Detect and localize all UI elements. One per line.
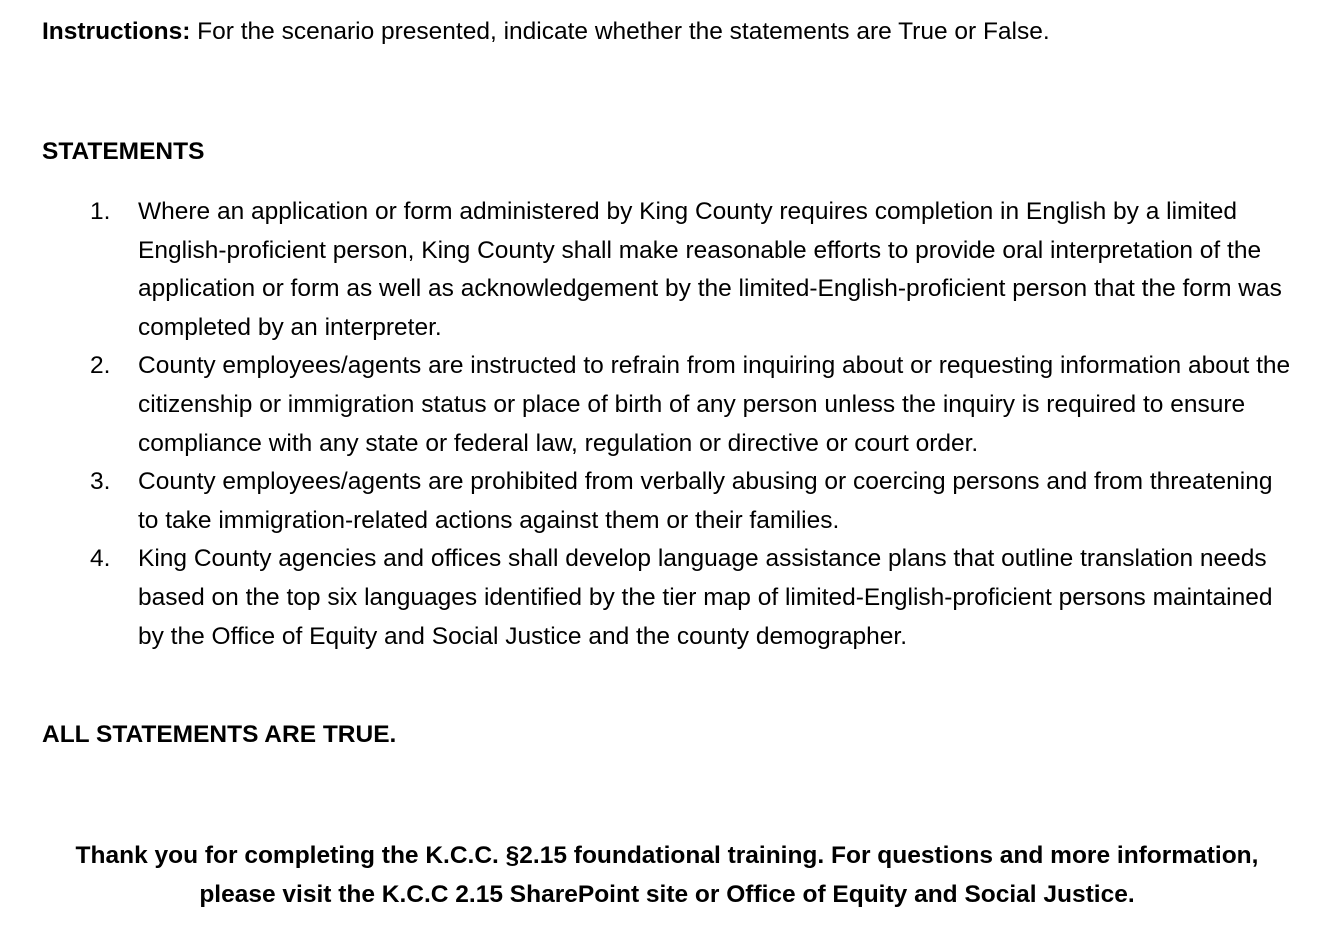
footer-line-1: Thank you for completing the K.C.C. §2.15 foundational training. For questions and more information, <box>75 842 1259 869</box>
instructions-text: For the scenario presented, indicate whether the statements are True or False. <box>190 18 1050 45</box>
instructions <box>42 15 1050 49</box>
footer-message <box>42 836 1292 914</box>
statement-text: King County agencies and offices shall develop language assistance plans that outline translation needs based on the top six languages identified by the tier map of limited-English-proficient persons maintained by the Office of Equity and Social Justice and the county demographer. <box>138 545 1273 650</box>
statement-text: County employees/agents are instructed to refrain from inquiring about or requesting information about the citizenship or immigration status or place of birth of any person unless the inquiry is required to ensure compliance with any state or federal law, regulation or directive or court order. <box>138 352 1291 457</box>
statement-number: 4. <box>90 545 111 573</box>
statement-text: County employees/agents are prohibited from verbally abusing or coercing persons and from threatening to take immigration-related actions against them or their families. <box>138 468 1273 534</box>
statement-number: 1. <box>90 198 111 225</box>
instructions-label: Instructions: <box>42 18 191 45</box>
conclusion: ALL STATEMENTS ARE TRUE. <box>42 721 397 748</box>
footer-line-2: please visit the K.C.C 2.15 SharePoint site or Office of Equity and Social Justice. <box>199 881 1135 908</box>
statement-item-1 <box>42 193 1292 347</box>
statement-number: 2. <box>90 352 111 380</box>
statement-text: Where an application or form administered by King County requires completion in English by a limited English-proficient person, King County shall make reasonable efforts to provide oral interpretation of the application or form as well as acknowledgement by the limited-English-proficient person that the form was completed by an interpreter. <box>138 198 1282 341</box>
statement-item-2 <box>42 347 1292 463</box>
statement-item-3 <box>42 463 1292 540</box>
statement-number: 3. <box>90 468 111 496</box>
statements-heading: STATEMENTS <box>42 138 205 165</box>
statement-item-4 <box>42 540 1292 656</box>
statements-list <box>42 193 1292 656</box>
